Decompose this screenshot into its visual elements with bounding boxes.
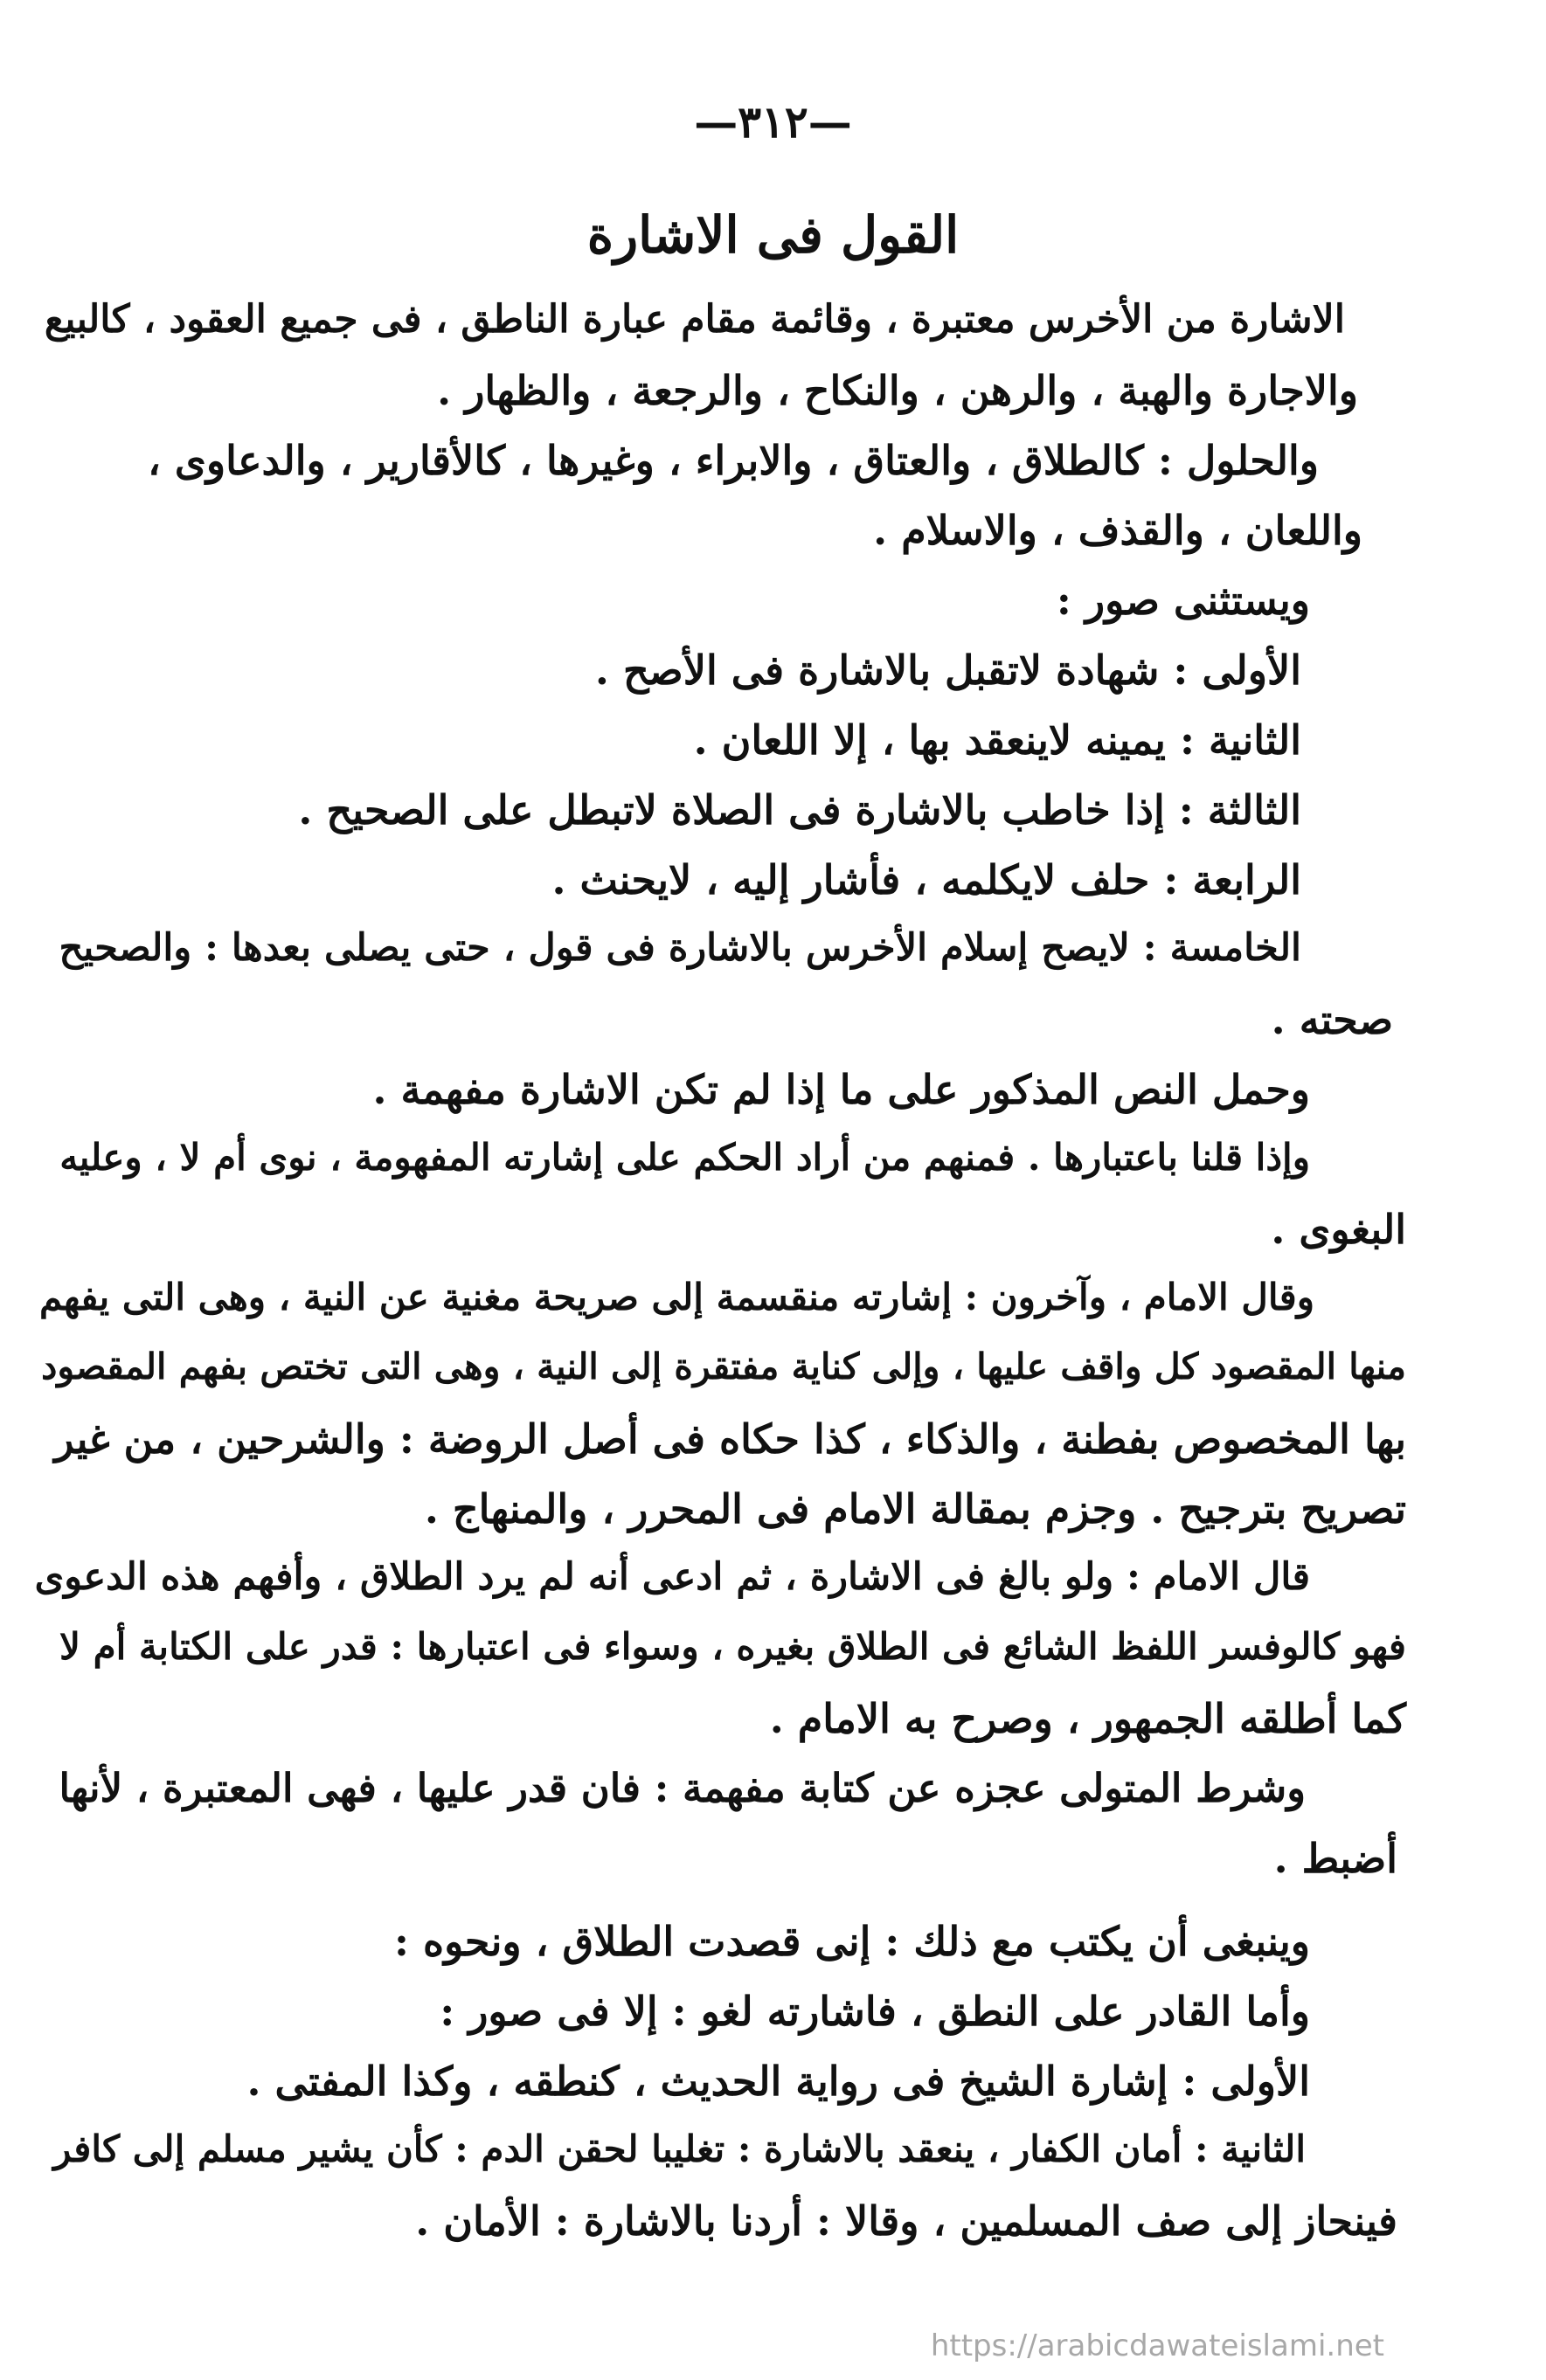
page-number: —٣١٢— [694, 96, 852, 148]
text-line: والحلول : كالطلاق ، والعتاق ، والابراء ، وغيرها ، كالأقارير ، والدعاوى ، [148, 437, 1319, 484]
text-line: صحته . [1271, 996, 1393, 1043]
text-line: الثالثة : إذا خاطب بالاشارة فى الصلاة لاتبطل على الصحيح . [298, 786, 1301, 834]
text-line: فهو كالوفسر اللفظ الشائع فى الطلاق بغيره ، وسواء فى اعتبارها : قدر على الكتابة أم لا [59, 1625, 1406, 1668]
text-line: بها المخصوص بفطنة ، والذكاء ، كذا حكاه فى أصل الروضة : والشرحين ، من غير [54, 1415, 1406, 1463]
text-line: وينبغى أن يكتب مع ذلك : إنى قصدت الطلاق ، ونحوه : [394, 1918, 1310, 1965]
text-line: واللعان ، والقذف ، والاسلام . [873, 507, 1362, 554]
text-line: الخامسة : لايصح إسلام الأخرس بالاشارة فى قول ، حتى يصلى بعدها : والصحيح [59, 926, 1301, 970]
text-line: تصريح بترجيح . وجزم بمقالة الامام فى المحرر ، والمنهاج . [424, 1485, 1406, 1532]
text-line: الثانية : أمان الكفار ، ينعقد بالاشارة : تغليبا لحقن الدم : كأن يشير مسلم إلى كافر [53, 2127, 1306, 2170]
text-line: وحمل النص المذكور على ما إذا لم تكن الاشارة مفهمة . [372, 1066, 1310, 1113]
website-watermark: https://arabicdawateislami.net [930, 2328, 1384, 2363]
text-line: وأما القادر على النطق ، فاشارته لغو : إلا فى صور : [440, 1988, 1310, 2035]
text-line: الاشارة من الأخرس معتبرة ، وقائمة مقام عبارة الناطق ، فى جميع العقود ، كالبيع [44, 297, 1345, 342]
text-line: البغوى . [1271, 1206, 1406, 1253]
text-line: كما أطلقه الجمهور ، وصرح به الامام . [769, 1695, 1406, 1742]
text-line: وإذا قلنا باعتبارها . فمنهم من أراد الحكم على إشارته المفهومة ، نوى أم لا ، وعليه [59, 1136, 1310, 1179]
text-line: الأولى : إشارة الشيخ فى رواية الحديث ، كنطقه ، وكذا المفتى . [246, 2058, 1310, 2105]
text-line: وشرط المتولى عجزه عن كتابة مفهمة : فان قدر عليها ، فهى المعتبرة ، لأنها [59, 1765, 1306, 1811]
text-line: الرابعة : حلف لايكلمه ، فأشار إليه ، لايحنث . [551, 856, 1301, 903]
text-line: أضبط . [1273, 1835, 1397, 1882]
text-line: منها المقصود كل واقف عليها ، وإلى كناية مفتقرة إلى النية ، وهى التى تختص بفهم المقصود [41, 1346, 1406, 1387]
text-line: الأولى : شهادة لاتقبل بالاشارة فى الأصح . [594, 647, 1301, 694]
section-title: القول فى الاشارة [586, 205, 960, 265]
text-line: والاجارة والهبة ، والرهن ، والنكاح ، والرجعة ، والظهار . [437, 367, 1358, 414]
text-line: وقال الامام ، وآخرون : إشارته منقسمة إلى صريحة مغنية عن النية ، وهى التى يفهم [38, 1276, 1314, 1318]
text-line: ويستثنى صور : [1056, 577, 1310, 624]
text-line: قال الامام : ولو بالغ فى الاشارة ، ثم ادعى أنه لم يرد الطلاق ، وأفهم هذه الدعوى [34, 1555, 1310, 1599]
text-line: الثانية : يمينه لاينعقد بها ، إلا اللعان . [693, 716, 1301, 764]
text-line: فينحاز إلى صف المسلمين ، وقالا : أردنا بالاشارة : الأمان . [415, 2197, 1397, 2245]
